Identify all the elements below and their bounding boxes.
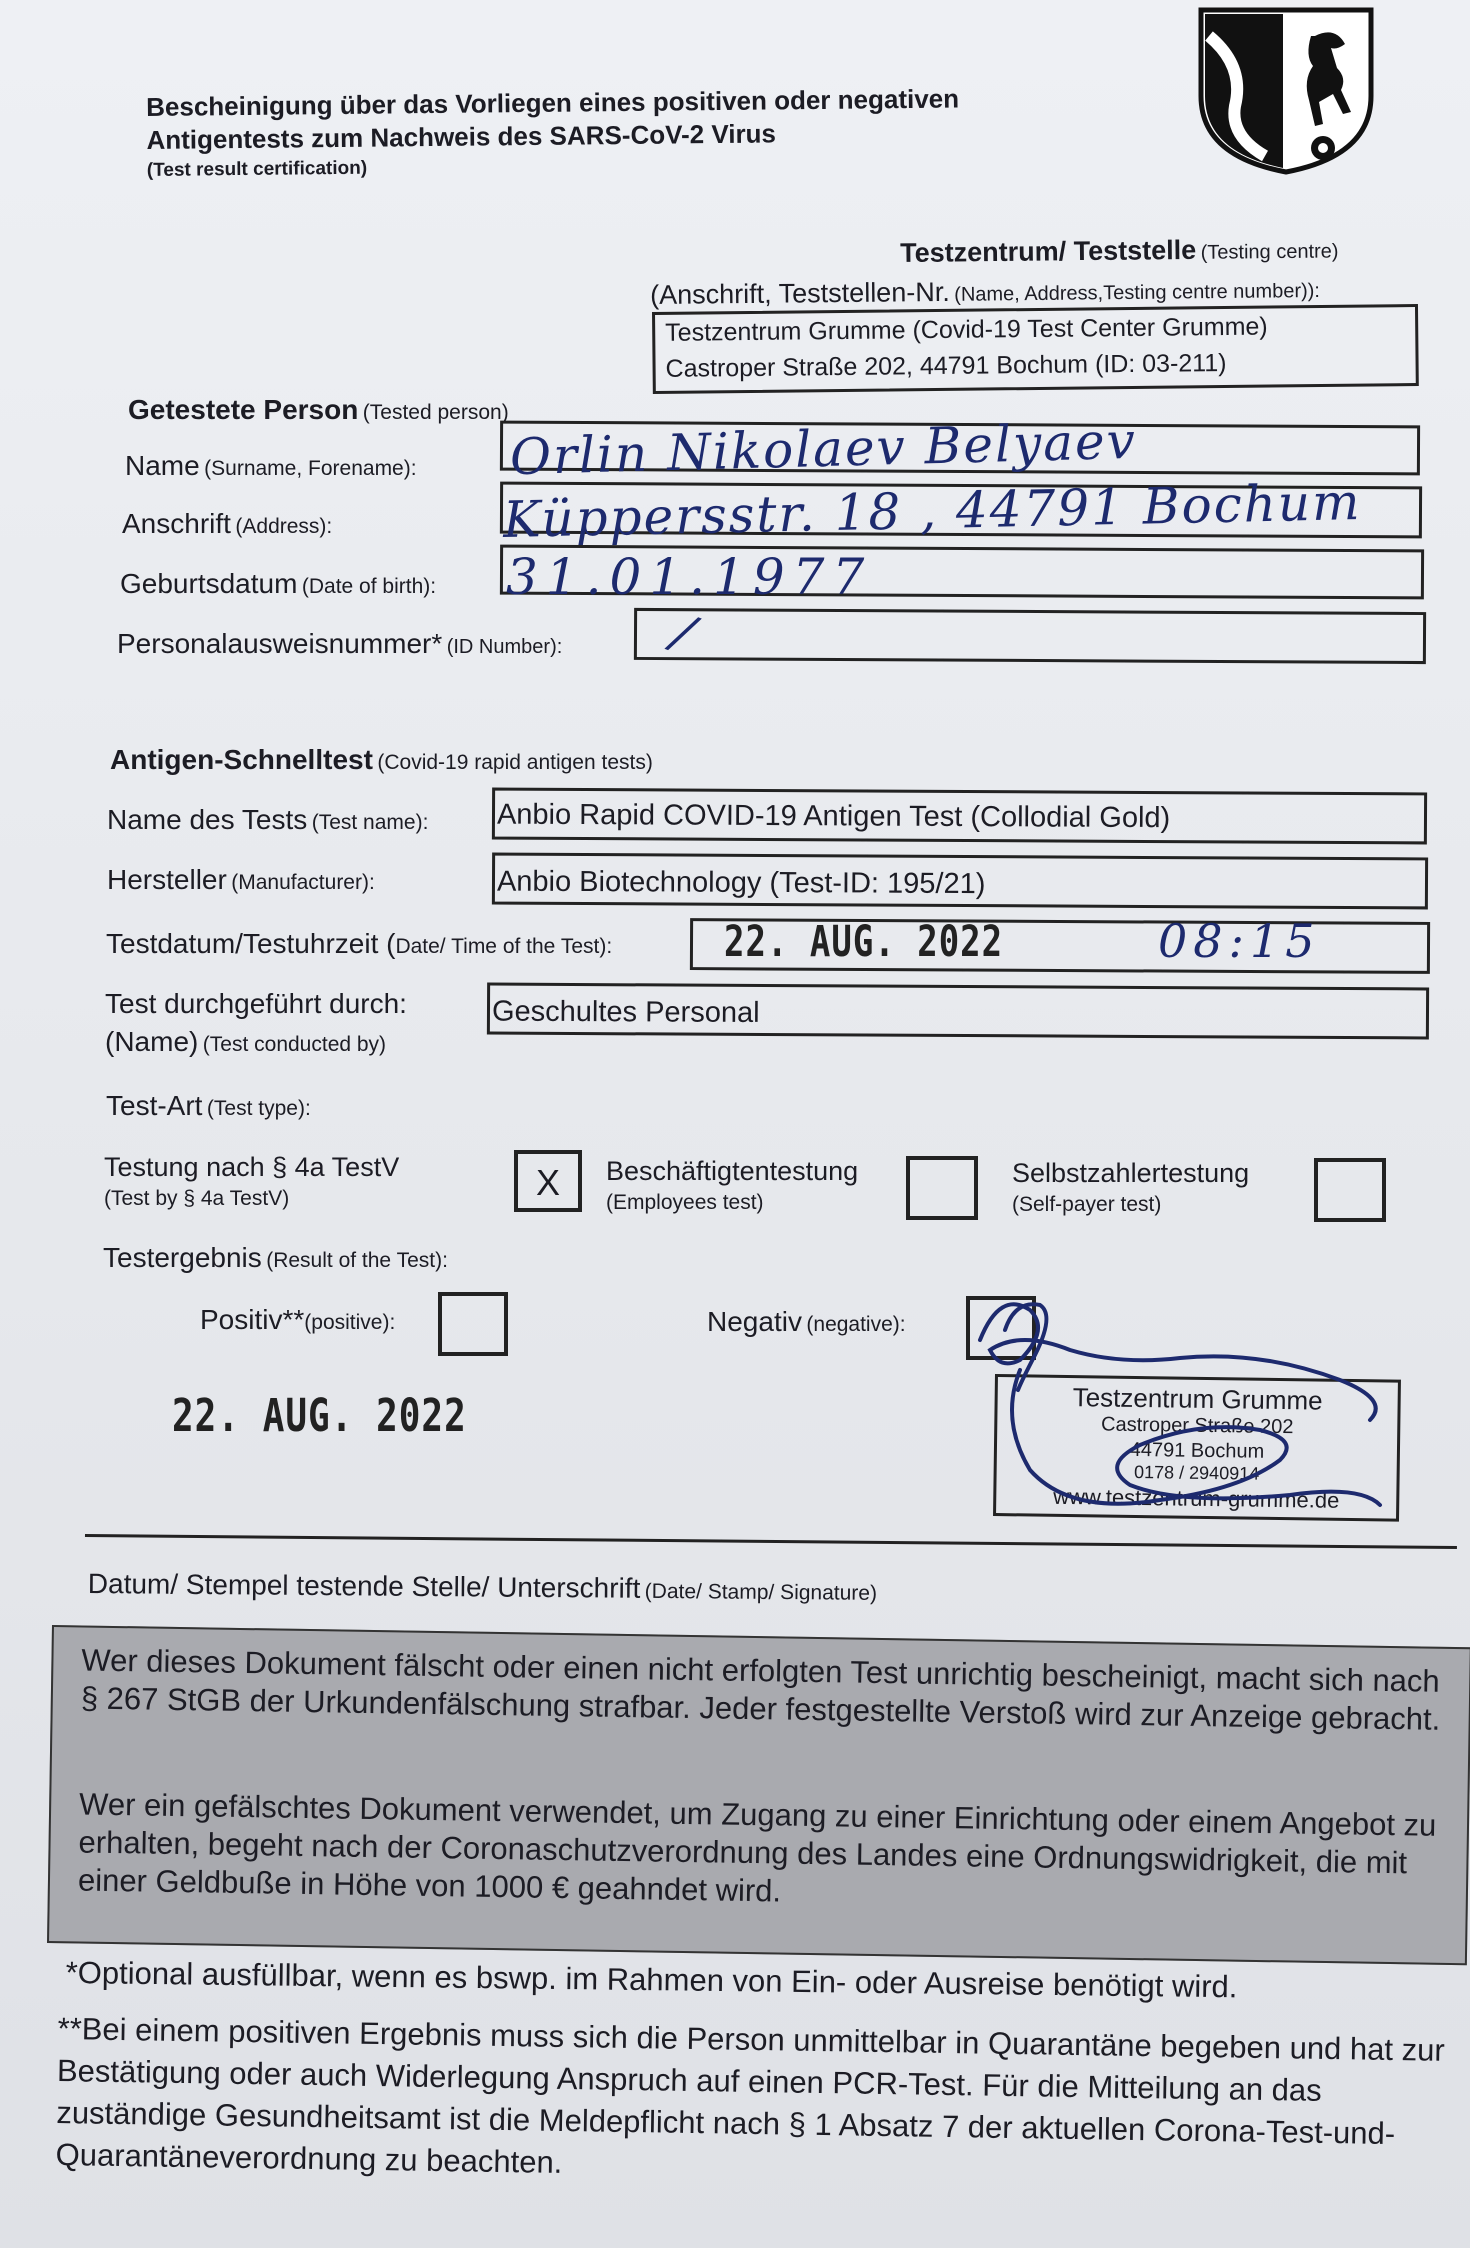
dob-value: 31.01.1977	[506, 548, 873, 606]
test-type-option-employees	[606, 1156, 858, 1215]
manufacturer-label-en: (Manufacturer):	[231, 871, 375, 894]
address-value: Küppersstr. 18 , 44791 Bochum	[502, 473, 1363, 549]
test-name-label-en: (Test name):	[311, 811, 429, 834]
id-value: /	[665, 602, 704, 664]
test-date-value: 22. AUG. 2022	[724, 917, 1004, 967]
conducted-value: Geschultes Personal	[491, 995, 760, 1029]
nrw-coat-of-arms-icon	[1195, 6, 1377, 176]
testing-centre-heading-en: (Testing centre)	[1200, 240, 1339, 264]
testing-centre-label: (Anschrift, Teststellen-Nr.	[650, 276, 950, 310]
name-label-en: (Surname, Forename):	[204, 457, 417, 480]
testing-centre-line2: Castroper Straße 202, 44791 Bochum (ID: 03-211)	[665, 348, 1227, 383]
address-label-en: (Address):	[235, 515, 333, 538]
result-label: Testergebnis	[103, 1242, 262, 1273]
test-type-4a-check-mark: X	[535, 1162, 560, 1203]
document-title-line2: Antigentests zum Nachweis des SARS-CoV-2 Virus	[146, 118, 777, 155]
name-label: Name	[125, 450, 200, 481]
footnote-positive: **Bei einem positiven Ergebnis muss sich die Person unmittelbar in Quarantäne begeben und hat zur Bestätigung oder auch Widerlegung Anspruch auf einen PCR-Test. Für die Mitteilung an das zuständige Gesundheitsamt ist die Meldepflicht nach § 1 Absatz 7 der aktuellen Corona-Test-und-Quarantäneverordnung zu beachten.	[55, 2010, 1446, 2180]
conducted-label-en: (Test conducted by)	[202, 1033, 387, 1056]
dob-label-en: (Date of birth):	[301, 575, 437, 598]
test-type-selfpayer-label-en: (Self-payer test)	[1012, 1193, 1162, 1216]
test-name-field[interactable]	[492, 788, 1427, 845]
test-type-4a-label-en: (Test by § 4a TestV)	[104, 1187, 290, 1210]
positive-label-en: (positive):	[304, 1311, 396, 1334]
stamp-line4: 0178 / 2940914	[1133, 1461, 1260, 1484]
datetime-label: Testdatum/Testuhrzeit (	[106, 928, 396, 959]
conducted-label-name: (Name)	[105, 1026, 199, 1057]
legal-warning-para1: Wer dieses Dokument fälscht oder einen nicht erfolgten Test unrichtig bescheinigt, macht sich nach § 267 StGB der Urkundenfälschung strafbar. Jeder festgestellte Verstoß wird zur Anzeige gebracht.	[80, 1642, 1441, 1737]
footnote-optional: *Optional ausfüllbar, wenn es bswp. im Rahmen von Ein- oder Ausreise benötigt wird.	[65, 1954, 1238, 2005]
manufacturer-value: Anbio Biotechnology (Test-ID: 195/21)	[496, 865, 986, 901]
positive-label: Positiv**	[200, 1304, 305, 1335]
signature-rule	[85, 1534, 1457, 1549]
test-name-value: Anbio Rapid COVID-19 Antigen Test (Collodial Gold)	[496, 798, 1171, 835]
id-label-en: (ID Number):	[446, 636, 563, 658]
document-subtitle: (Test result certification)	[146, 157, 368, 181]
test-type-employees-checkbox[interactable]	[906, 1156, 978, 1220]
negative-label: Negativ	[707, 1306, 802, 1337]
test-time-value: 08:15	[1158, 914, 1321, 968]
testing-centre-label-en: (Name, Address,Testing centre number)):	[954, 279, 1321, 306]
conducted-label: Test durchgeführt durch:	[105, 988, 407, 1019]
positive-checkbox[interactable]	[438, 1292, 508, 1356]
test-type-label: Test-Art	[106, 1090, 203, 1121]
legal-warning-para2: Wer ein gefälschtes Dokument verwendet, um Zugang zu einer Einrichtung oder einem Angebot zu erhalten, begeht nach der Coronaschutzverordnung des Landes eine Ordnungswidrigkeit, die mit einer Geldbuße in Höhe von 1000 € geahndet wird.	[77, 1786, 1437, 1909]
dob-label: Geburtsdatum	[120, 568, 298, 599]
test-type-option-selfpayer	[1012, 1158, 1249, 1217]
test-heading-en: (Covid-19 rapid antigen tests)	[377, 751, 653, 774]
stamp-line3: 44791 Bochum	[1129, 1438, 1265, 1463]
name-value: Orlin Nikolaev Belyaev	[509, 411, 1138, 487]
test-type-employees-label-en: (Employees test)	[606, 1191, 764, 1214]
person-heading: Getestete Person	[128, 394, 359, 425]
stamp-date: 22. AUG. 2022	[172, 1390, 467, 1443]
test-type-4a-label: Testung nach § 4a TestV	[104, 1152, 400, 1182]
test-heading: Antigen-Schnelltest	[110, 744, 373, 775]
test-type-label-en: (Test type):	[206, 1097, 311, 1120]
conducted-field[interactable]	[487, 983, 1429, 1040]
result-label-en: (Result of the Test):	[266, 1249, 448, 1272]
address-label: Anschrift	[122, 508, 231, 539]
test-type-option-4a	[104, 1152, 399, 1211]
negative-label-en: (negative):	[806, 1313, 906, 1336]
test-type-employees-label: Beschäftigtentestung	[606, 1156, 859, 1186]
manufacturer-label: Hersteller	[107, 864, 227, 895]
testing-centre-box	[652, 304, 1419, 394]
signature-label-en: (Date/ Stamp/ Signature)	[644, 1579, 878, 1605]
signature-scribble	[960, 1270, 1430, 1530]
testing-centre-line1: Testzentrum Grumme (Covid-19 Test Center Grumme)	[665, 312, 1268, 347]
document-title-line1: Bescheinigung über das Vorliegen eines positiven oder negativen	[146, 83, 960, 122]
testing-centre-heading: Testzentrum/ Teststelle	[900, 234, 1197, 268]
stamp-line2: Castroper Straße 202	[1100, 1413, 1294, 1439]
legal-warning-box	[47, 1625, 1470, 1965]
id-field[interactable]	[634, 608, 1426, 664]
signature-label: Datum/ Stempel testende Stelle/ Unterschrift	[87, 1568, 641, 1604]
datetime-label-en: Date/ Time of the Test):	[395, 935, 613, 958]
test-type-4a-checkbox[interactable]	[514, 1150, 582, 1212]
stamp-line5: www.testzentrum-grumme.de	[1053, 1483, 1340, 1513]
id-label: Personalausweisnummer*	[117, 628, 443, 659]
test-name-label: Name des Tests	[107, 804, 308, 835]
stamp-line1: Testzentrum Grumme	[1072, 1382, 1323, 1416]
test-type-selfpayer-checkbox[interactable]	[1314, 1158, 1386, 1222]
manufacturer-field[interactable]	[492, 853, 1428, 910]
person-heading-en: (Tested person)	[362, 401, 509, 424]
test-type-selfpayer-label: Selbstzahlertestung	[1012, 1158, 1250, 1188]
